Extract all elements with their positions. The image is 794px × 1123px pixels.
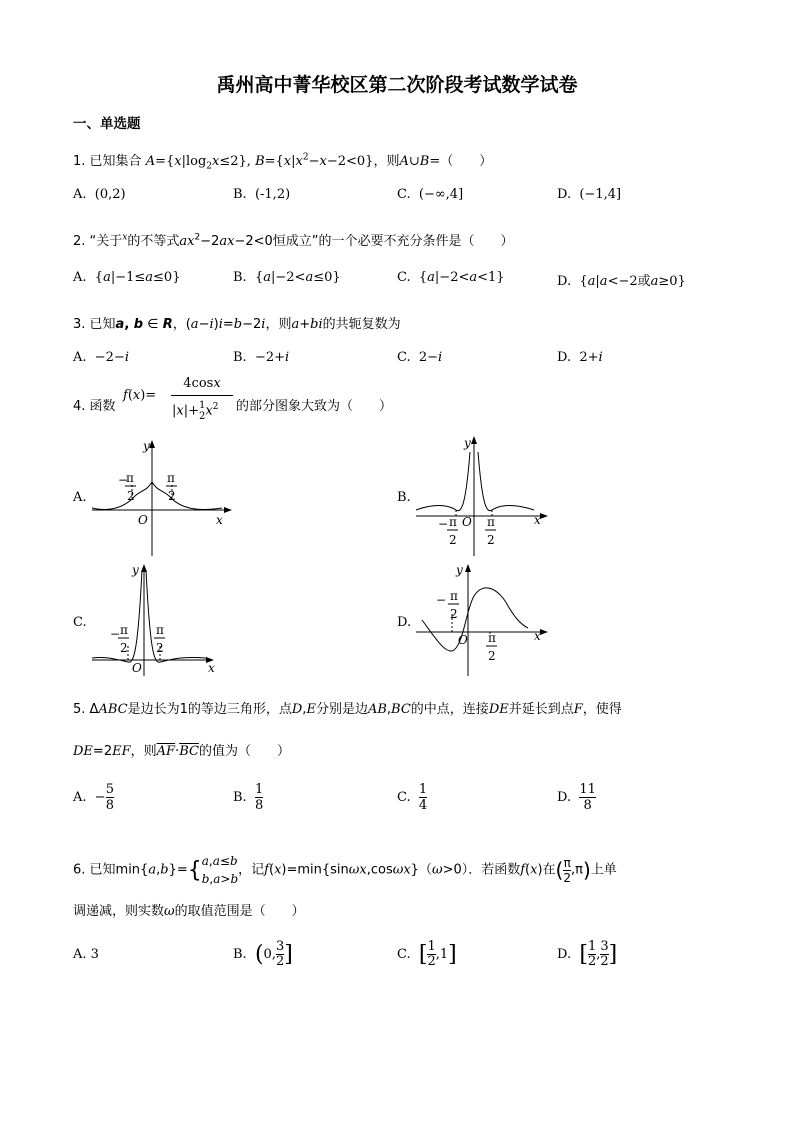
q3-option-b[interactable]: B. −2+i [233, 350, 290, 365]
q5-option-a[interactable]: A. − $\frac{5}{8}$ [73, 782, 114, 813]
graph-c [88, 560, 238, 678]
svg-text:π: π [487, 515, 495, 529]
svg-text:π: π [126, 471, 134, 485]
svg-text:2: 2 [487, 533, 495, 547]
svg-text:O: O [138, 513, 148, 527]
q6-option-b[interactable]: B. (0, $\frac{3}{2}$ ] [233, 939, 293, 969]
q5-option-c[interactable]: C. $\frac{1}{4}$ [397, 782, 428, 813]
svg-text:x: x [216, 513, 223, 527]
question-5-stem-2: DE=2EF，则$\overline{AF}\cdot\overline{BC}$的值为（ ） [73, 744, 290, 759]
graph-d [412, 560, 562, 678]
svg-text:−: − [438, 517, 449, 531]
svg-text:2: 2 [450, 607, 458, 621]
svg-text:π: π [450, 589, 458, 603]
svg-text:−: − [118, 473, 129, 487]
svg-text:−: − [436, 593, 447, 607]
q6-option-a[interactable]: A. 3 [73, 947, 99, 962]
svg-text:2: 2 [120, 641, 128, 655]
q1-option-c[interactable]: C. (−∞,4] [397, 187, 464, 202]
q1-option-d[interactable]: D. (−1,4] [557, 187, 622, 202]
q4-option-c[interactable]: C. [73, 615, 87, 630]
question-6-stem-2: 调递减，则实数ω的取值范围是（ ） [73, 904, 305, 919]
graph-a [88, 432, 238, 560]
svg-text:y: y [464, 436, 471, 450]
svg-text:O: O [462, 515, 472, 529]
question-2-stem: 2. “关于$^x$的不等式$ax^2-2ax-2<0$恒成立”的一个必要不充分条件是（ ） [73, 232, 514, 249]
svg-text:y: y [456, 563, 463, 577]
svg-text:π: π [120, 623, 128, 637]
q4-option-d[interactable]: D. [397, 615, 412, 630]
question-4-stem-prefix: 4. 函数 [73, 399, 116, 414]
svg-text:x: x [208, 661, 215, 675]
svg-text:2: 2 [156, 641, 164, 655]
question-5-stem: 5. ΔABC是边长为1的等边三角形，点D,E分别是边AB,BC的中点，连接DE并延长到点F，使得 [73, 702, 622, 717]
graph-b [412, 432, 562, 560]
svg-text:π: π [167, 471, 175, 485]
svg-text:2: 2 [449, 533, 457, 547]
svg-text:O: O [458, 633, 468, 647]
svg-text:π: π [156, 623, 164, 637]
question-6-stem: 6. 已知min{a,b}={a,a≤b b,a>b，记f(x)=min{sinωx,cosωx}（ω>0）．若函数f(x)在( $\frac{\pi}{2}$ ,π)上单 [73, 854, 617, 886]
svg-text:x: x [534, 629, 541, 643]
q2-option-b[interactable]: B. {a|−2<a≤0} [233, 270, 341, 285]
svg-text:y: y [143, 439, 150, 453]
q4-option-a[interactable]: A. [73, 490, 87, 505]
question-4-numerator: 4cosx [183, 376, 221, 391]
q2-option-d[interactable]: D. {a|a<−2或a≥0} [557, 274, 686, 289]
question-4-denominator: |x|+1 $2x^2$ [172, 400, 219, 422]
q1-option-b[interactable]: B. (-1,2) [233, 187, 291, 202]
svg-text:2: 2 [488, 649, 496, 663]
q2-option-c[interactable]: C. {a|−2<a<1} [397, 270, 505, 285]
q5-option-d[interactable]: D. $\frac{11}{8}$ [557, 782, 596, 813]
svg-text:O: O [132, 661, 142, 675]
q4-option-b[interactable]: B. [397, 490, 411, 505]
q5-option-b[interactable]: B. $\frac{1}{8}$ [233, 782, 264, 813]
q6-option-c[interactable]: C. [ $\frac{1}{2}$ ,1] [397, 939, 457, 969]
q3-option-c[interactable]: C. 2−i [397, 350, 443, 365]
question-3-stem: 3. 已知a, b ∈ R，(a−i)i=b−2i，则a+bi的共轭复数为 [73, 317, 401, 332]
section-heading: 一、单选题 [73, 116, 141, 132]
svg-text:π: π [449, 515, 457, 529]
svg-text:−: − [110, 627, 121, 641]
page-title: 禹州高中菁华校区第二次阶段考试数学试卷 [216, 74, 578, 96]
q3-option-d[interactable]: D. 2+i [557, 350, 603, 365]
svg-text:π: π [488, 631, 496, 645]
q6-option-d[interactable]: D. [ $\frac{1}{2}$ , $\frac{3}{2}$ ] [557, 939, 618, 969]
q3-option-a[interactable]: A. −2−i [73, 350, 130, 365]
svg-text:x: x [534, 513, 541, 527]
question-4-fx: f(x)= [123, 388, 157, 403]
question-4-stem-suffix: 的部分图象大致为（ ） [236, 399, 393, 414]
svg-text:2: 2 [127, 489, 135, 503]
q2-option-a[interactable]: A. {a|−1≤a≤0} [73, 270, 181, 285]
question-1-stem: 1. 已知集合 $A=\{x|\log_2x\le 2\}$, $B=\{x|x^2-x-2<0\}$，则A∪B=（ ） [73, 152, 493, 172]
fraction-bar [171, 395, 233, 396]
svg-text:2: 2 [168, 489, 176, 503]
q1-option-a[interactable]: A. (0,2) [73, 187, 126, 202]
svg-text:y: y [132, 563, 139, 577]
